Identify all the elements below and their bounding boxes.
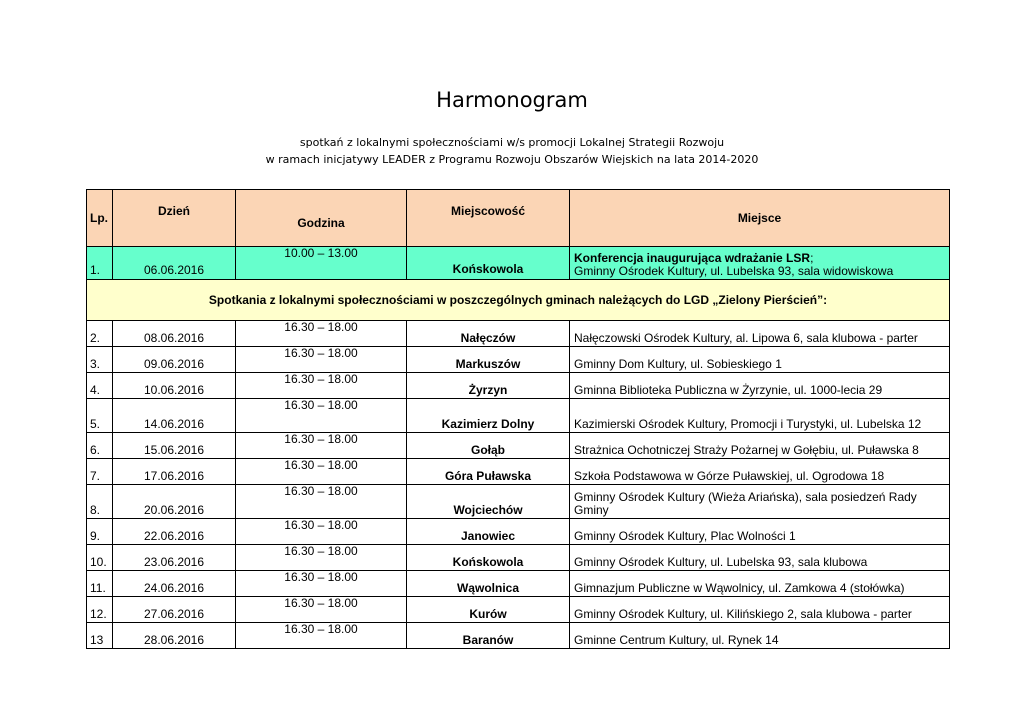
cell-miejscowosc: Janowiec [407,519,570,545]
table-row-inaugural [87,247,950,280]
cell-godzina: 16.30 – 18.00 [236,571,407,597]
table-row [87,519,950,545]
cell-lp: 7. [87,459,113,485]
cell-godzina: 16.30 – 18.00 [236,373,407,399]
cell-dzien: 09.06.2016 [113,347,236,373]
table-row [87,433,950,459]
cell-miejscowosc: Końskowola [407,545,570,571]
cell-miejsce: Gminny Dom Kultury, ul. Sobieskiego 1 [570,347,950,373]
table-row [87,459,950,485]
header-dzien [113,190,236,247]
cell-dzien: 06.06.2016 [113,247,236,280]
header-godzina-label: Godzina [297,216,345,230]
table-row [87,485,950,519]
table-row [87,347,950,373]
cell-lp: 9. [87,519,113,545]
cell-dzien: 24.06.2016 [113,571,236,597]
banner-row [87,280,950,321]
cell-godzina: 16.30 – 18.00 [236,597,407,623]
conference-separator: ; [810,251,814,265]
conference-line [574,251,813,265]
cell-lp: 2. [87,321,113,347]
cell-lp: 10. [87,545,113,571]
cell-dzien: 22.06.2016 [113,519,236,545]
cell-miejsce: Gminny Ośrodek Kultury (Wieża Ariańska), sala posiedzeń Rady Gminy [570,485,950,519]
cell-miejsce: Strażnica Ochotniczej Straży Pożarnej w Gołębiu, ul. Puławska 8 [570,433,950,459]
header-row [87,190,950,247]
cell-miejsce: Gimnazjum Publiczne w Wąwolnicy, ul. Zamkowa 4 (stołówka) [570,571,950,597]
conference-venue: Gminny Ośrodek Kultury, ul. Lubelska 93, sala widowiskowa [574,264,894,278]
table-row [87,321,950,347]
cell-lp: 1. [87,247,113,280]
page-title: Harmonogram [436,88,588,112]
schedule-table [86,189,950,649]
cell-lp: 6. [87,433,113,459]
subtitle-line-1: spotkań z lokalnymi społecznościami w/s promocji Lokalnej Strategii Rozwoju [299,136,725,149]
cell-miejscowosc: Wojciechów [407,485,570,519]
table-row [87,597,950,623]
cell-lp: 3. [87,347,113,373]
table-row [87,571,950,597]
header-miejscowosc [407,190,570,247]
cell-miejscowosc: Wąwolnica [407,571,570,597]
conference-title: Konferencja inaugurująca wdrażanie LSR [574,251,811,265]
cell-godzina: 16.30 – 18.00 [236,485,407,519]
cell-lp: 12. [87,597,113,623]
cell-lp: 4. [87,373,113,399]
cell-lp: 8. [87,485,113,519]
cell-miejsce [570,247,950,280]
cell-miejsce: Nałęczowski Ośrodek Kultury, al. Lipowa 6, sala klubowa - parter [570,321,950,347]
cell-godzina: 16.30 – 18.00 [236,321,407,347]
cell-godzina: 16.30 – 18.00 [236,347,407,373]
cell-lp: 13 [87,623,113,649]
cell-miejsce: Gminna Biblioteka Publiczna w Żyrzynie, ul. 1000-lecia 29 [570,373,950,399]
cell-godzina: 10.00 – 13.00 [236,247,407,280]
cell-miejscowosc: Góra Puławska [407,459,570,485]
cell-miejscowosc: Końskowola [407,247,570,280]
table-row [87,623,950,649]
table-row [87,399,950,433]
cell-dzien: 27.06.2016 [113,597,236,623]
cell-miejscowosc: Markuszów [407,347,570,373]
cell-miejscowosc: Kazimierz Dolny [407,399,570,433]
cell-godzina: 16.30 – 18.00 [236,399,407,433]
cell-dzien: 20.06.2016 [113,485,236,519]
cell-godzina: 16.30 – 18.00 [236,433,407,459]
cell-miejsce: Gminny Ośrodek Kultury, Plac Wolności 1 [570,519,950,545]
cell-miejscowosc: Nałęczów [407,321,570,347]
cell-dzien: 15.06.2016 [113,433,236,459]
cell-miejscowosc: Kurów [407,597,570,623]
cell-miejsce: Szkoła Podstawowa w Górze Puławskiej, ul. Ogrodowa 18 [570,459,950,485]
cell-dzien: 14.06.2016 [113,399,236,433]
header-miejscowosc-label: Miejscowość [450,204,526,218]
banner-text: Spotkania z lokalnymi społecznościami w poszczególnych gminach należących do LGD „Zielony Pierścień”: [87,280,950,321]
cell-miejsce: Kazimierski Ośrodek Kultury, Promocji i Turystyki, ul. Lubelska 12 [570,399,950,433]
cell-dzien: 28.06.2016 [113,623,236,649]
header-godzina [236,190,407,247]
table-row [87,545,950,571]
cell-miejscowosc: Baranów [407,623,570,649]
cell-miejscowosc: Żyrzyn [407,373,570,399]
header-lp: Lp. [87,190,113,247]
cell-miejsce: Gminne Centrum Kultury, ul. Rynek 14 [570,623,950,649]
cell-godzina: 16.30 – 18.00 [236,545,407,571]
cell-lp: 11. [87,571,113,597]
cell-lp: 5. [87,399,113,433]
cell-godzina: 16.30 – 18.00 [236,519,407,545]
cell-godzina: 16.30 – 18.00 [236,459,407,485]
cell-miejsce: Gminny Ośrodek Kultury, ul. Lubelska 93, sala klubowa [570,545,950,571]
cell-godzina: 16.30 – 18.00 [236,623,407,649]
cell-dzien: 17.06.2016 [113,459,236,485]
cell-dzien: 23.06.2016 [113,545,236,571]
cell-dzien: 10.06.2016 [113,373,236,399]
cell-dzien: 08.06.2016 [113,321,236,347]
cell-miejsce: Gminny Ośrodek Kultury, ul. Kilińskiego 2, sala klubowa - parter [570,597,950,623]
header-dzien-label: Dzień [157,204,190,218]
table-row [87,373,950,399]
cell-miejscowosc: Gołąb [407,433,570,459]
header-miejsce: Miejsce [570,190,950,247]
subtitle-line-2: w ramach inicjatywy LEADER z Programu Rozwoju Obszarów Wiejskich na lata 2014-2020 [265,153,759,166]
